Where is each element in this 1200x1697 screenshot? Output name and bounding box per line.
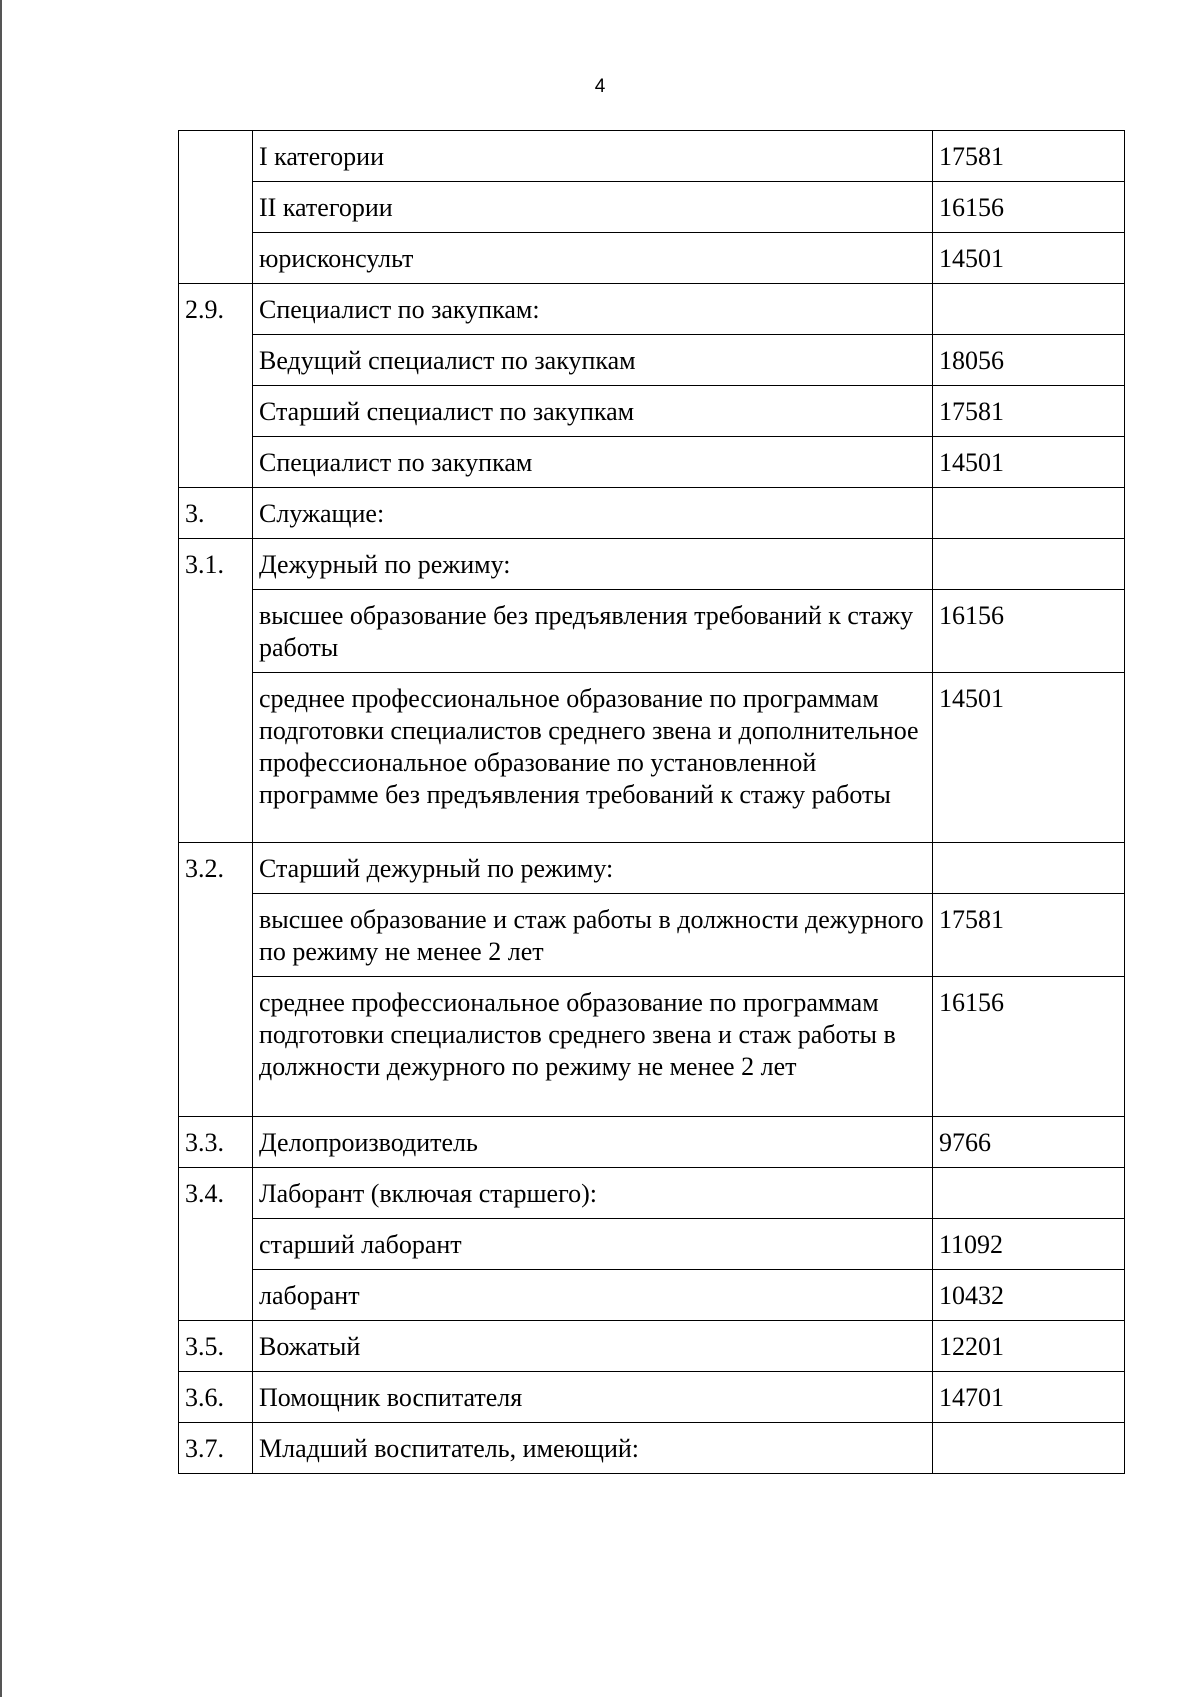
position-name: юрисконсульт: [253, 233, 933, 284]
table-row: [179, 590, 1125, 673]
salary-value: 14501: [933, 233, 1125, 284]
row-number: 3.4.: [179, 1168, 253, 1321]
table-row: [179, 1270, 1125, 1321]
position-name: Ведущий специалист по закупкам: [253, 335, 933, 386]
table-row: [179, 233, 1125, 284]
row-number: 3.7.: [179, 1423, 253, 1474]
salary-value: 10432: [933, 1270, 1125, 1321]
salary-value: 17581: [933, 131, 1125, 182]
salary-value: 18056: [933, 335, 1125, 386]
position-name: лаборант: [253, 1270, 933, 1321]
position-name: Старший дежурный по режиму:: [253, 843, 933, 894]
page-number: 4: [594, 76, 606, 97]
salary-value: 16156: [933, 182, 1125, 233]
position-name: Дежурный по режиму:: [253, 539, 933, 590]
salary-value: 17581: [933, 894, 1125, 977]
position-name: I категории: [253, 131, 933, 182]
salary-value: 12201: [933, 1321, 1125, 1372]
table-row: [179, 386, 1125, 437]
table-row: [179, 1117, 1125, 1168]
table-row: [179, 843, 1125, 894]
row-number: 3.2.: [179, 843, 253, 1117]
position-name: Старший специалист по закупкам: [253, 386, 933, 437]
table-row: [179, 1219, 1125, 1270]
salary-value: 14501: [933, 673, 1125, 843]
position-name: высшее образование без предъявления требований к стажу работы: [253, 590, 933, 673]
table-row: [179, 284, 1125, 335]
row-number: 3.1.: [179, 539, 253, 843]
table-row: [179, 131, 1125, 182]
table-row: [179, 894, 1125, 977]
row-number: 3.6.: [179, 1372, 253, 1423]
table-row: [179, 182, 1125, 233]
table-row: [179, 539, 1125, 590]
position-name: Помощник воспитателя: [253, 1372, 933, 1423]
position-name: старший лаборант: [253, 1219, 933, 1270]
table-row: [179, 437, 1125, 488]
salary-value: [933, 284, 1125, 335]
page-left-edge: [0, 0, 2, 1697]
salary-value: [933, 1423, 1125, 1474]
table-row: [179, 1168, 1125, 1219]
position-name: Специалист по закупкам: [253, 437, 933, 488]
table-row: [179, 977, 1125, 1117]
row-number: 3.5.: [179, 1321, 253, 1372]
salary-value: 14501: [933, 437, 1125, 488]
salary-value: 16156: [933, 977, 1125, 1117]
row-number: [179, 131, 253, 284]
position-name: II категории: [253, 182, 933, 233]
position-name: Делопроизводитель: [253, 1117, 933, 1168]
position-name: Вожатый: [253, 1321, 933, 1372]
salary-value: [933, 1168, 1125, 1219]
table-row: [179, 1372, 1125, 1423]
salary-table: [178, 130, 1125, 1474]
position-name: Специалист по закупкам:: [253, 284, 933, 335]
position-name: высшее образование и стаж работы в должности дежурного по режиму не менее 2 лет: [253, 894, 933, 977]
salary-value: 14701: [933, 1372, 1125, 1423]
salary-value: [933, 539, 1125, 590]
position-name: Младший воспитатель, имеющий:: [253, 1423, 933, 1474]
salary-value: 17581: [933, 386, 1125, 437]
row-number: 3.: [179, 488, 253, 539]
position-name: среднее профессиональное образование по программам подготовки специалистов среднего звена и дополнительное профессиональное образование по установленной программе без предъявления требований к стажу работы: [253, 673, 933, 843]
salary-value: 9766: [933, 1117, 1125, 1168]
row-number: 3.3.: [179, 1117, 253, 1168]
table-row: [179, 1423, 1125, 1474]
row-number: 2.9.: [179, 284, 253, 488]
position-name: Лаборант (включая старшего):: [253, 1168, 933, 1219]
salary-value: 16156: [933, 590, 1125, 673]
salary-value: [933, 488, 1125, 539]
position-name: среднее профессиональное образование по программам подготовки специалистов среднего звена и стаж работы в должности дежурного по режиму не менее 2 лет: [253, 977, 933, 1117]
table-row: [179, 335, 1125, 386]
salary-value: 11092: [933, 1219, 1125, 1270]
position-name: Служащие:: [253, 488, 933, 539]
salary-value: [933, 843, 1125, 894]
table-row: [179, 673, 1125, 843]
table-row: [179, 488, 1125, 539]
table-row: [179, 1321, 1125, 1372]
